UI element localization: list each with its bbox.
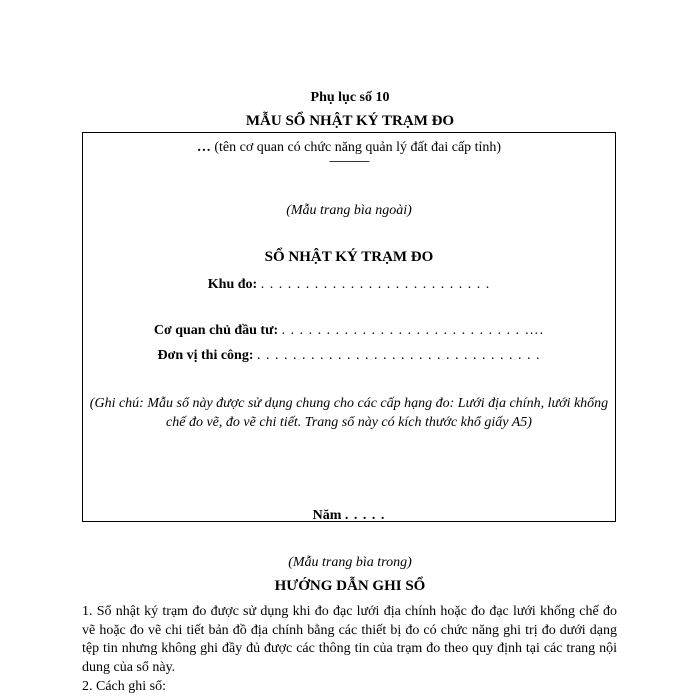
cover-note: (Ghi chú: Mẫu sổ này được sử dụng chung cho các cấp hạng đo: Lưới địa chính, lưới khống chế đo vẽ, đo vẽ chi tiết. Trang sổ này có kích thước khổ giấy A5) xyxy=(89,396,609,430)
appendix-number: Phụ lục số 10 xyxy=(310,90,390,105)
field-survey-area xyxy=(83,277,615,293)
field-contractor xyxy=(83,348,615,364)
outer-cover-label: (Mẫu trang bìa ngoài) xyxy=(286,203,412,218)
field-investor-dots: . . . . . . . . . . . . . . . . . . . . . . . . . . . …. xyxy=(281,323,545,338)
agency-text: (tên cơ quan có chức năng quản lý đất đai cấp tỉnh) xyxy=(214,140,502,155)
outer-cover-frame xyxy=(82,132,616,522)
field-contractor-dots: . . . . . . . . . . . . . . . . . . . . . . . . . . . . . . . . xyxy=(257,348,541,363)
agency-underline: --------------- xyxy=(329,155,369,167)
guide-title: HƯỚNG DẪN GHI SỔ xyxy=(274,578,426,594)
field-survey-area-label: Khu đo: xyxy=(207,277,258,292)
form-title: MẪU SỔ NHẬT KÝ TRẠM ĐO xyxy=(245,113,455,129)
year-label: Năm xyxy=(312,508,342,523)
agency-line xyxy=(83,140,615,156)
book-title: SỔ NHẬT KÝ TRẠM ĐO xyxy=(264,249,434,265)
guide-paragraph-2: 2. Cách ghi sổ: xyxy=(82,679,166,694)
year-line xyxy=(83,508,615,524)
guide-paragraph-1: 1. Sổ nhật ký trạm đo được sử dụng khi đo đạc lưới địa chính hoặc đo đạc lưới khống chế đo vẽ hoặc đo vẽ chi tiết bản đồ địa chính bằng các thiết bị đo có chức năng ghi trị đo dưới dạng tệp tin nhưng không ghi đầy đủ được các thông tin của trạm đo theo quy định tại các trang nội dung của sổ này. xyxy=(82,604,617,675)
agency-prefix: … xyxy=(196,140,211,155)
inner-cover-label: (Mẫu trang bìa trong) xyxy=(288,555,412,570)
field-contractor-label: Đơn vị thi công: xyxy=(157,348,254,363)
year-dots: . . . . . xyxy=(344,508,386,523)
field-investor-label: Cơ quan chủ đầu tư: xyxy=(153,323,279,338)
field-investor xyxy=(83,323,615,339)
field-survey-area-dots: . . . . . . . . . . . . . . . . . . . . . . . . . . xyxy=(260,277,491,292)
